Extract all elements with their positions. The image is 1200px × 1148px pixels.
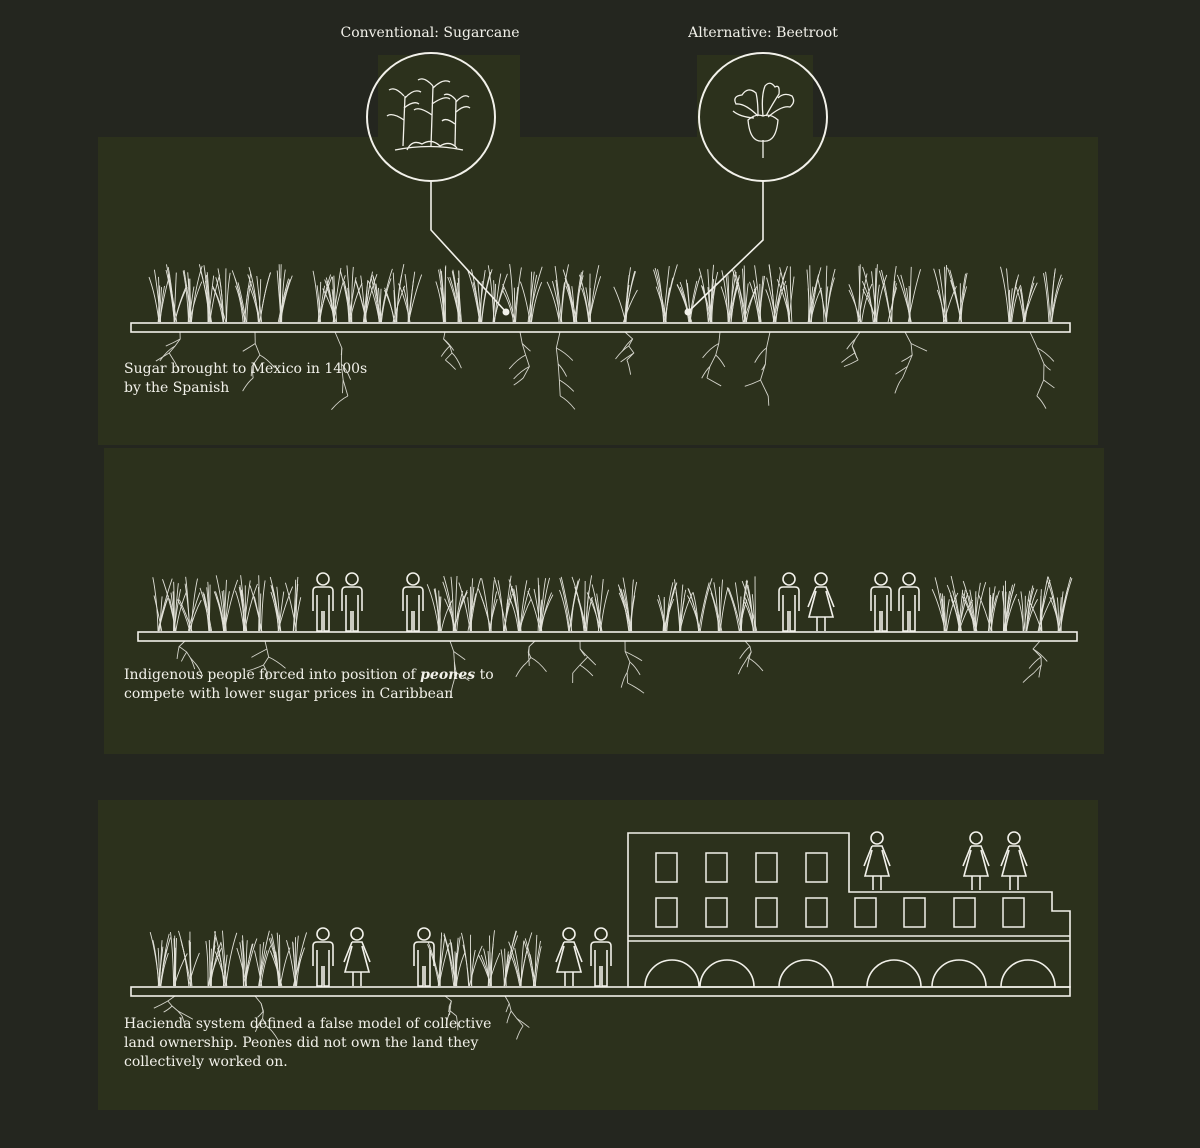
worker-man-icon xyxy=(871,573,891,631)
crop-root xyxy=(556,332,575,409)
crop-plant xyxy=(742,576,757,631)
ground-line-2 xyxy=(138,632,1077,641)
crop-plant xyxy=(494,576,512,631)
crop-root xyxy=(1030,332,1054,409)
worker-woman-icon xyxy=(808,573,834,631)
crop-plant xyxy=(1002,581,1016,631)
worker-man-icon xyxy=(899,573,919,631)
hacienda-window xyxy=(806,853,827,882)
worker-man-icon xyxy=(403,573,423,631)
worker-man-icon xyxy=(414,928,434,986)
crop-root xyxy=(616,332,634,375)
header-conventional: Conventional: Sugarcane xyxy=(340,25,520,41)
crop-plant xyxy=(879,266,896,322)
sugarcane-pointer-dot xyxy=(503,309,509,315)
crop-plant xyxy=(340,265,362,322)
crop-plant xyxy=(436,265,446,322)
caption-panel-3-line-2: land ownership. Peones did not own the land they xyxy=(124,1035,479,1051)
hacienda-window xyxy=(756,853,777,882)
crop-plant xyxy=(677,276,700,322)
crop-plant xyxy=(699,265,718,322)
hacienda-arches xyxy=(645,960,1055,987)
hacienda-window xyxy=(954,898,975,927)
crop-plant xyxy=(618,578,636,631)
caption-panel-1-line-2: by the Spanish xyxy=(124,380,230,396)
crop-plant xyxy=(807,265,821,322)
crop-plant xyxy=(520,267,542,322)
crop-plant xyxy=(199,264,219,322)
caption-panel-2-line-1 xyxy=(124,666,494,685)
worker-woman-icon xyxy=(344,928,370,986)
worker-man-icon xyxy=(313,573,333,631)
crop-plant xyxy=(250,575,265,631)
crop-root xyxy=(895,332,927,393)
crop-plant xyxy=(934,265,957,322)
crop-root xyxy=(573,641,596,683)
crop-root xyxy=(702,332,725,386)
crop-plant xyxy=(948,268,968,322)
crop-plant xyxy=(849,264,872,322)
crop-root xyxy=(441,332,461,370)
crop-plant xyxy=(687,578,712,631)
beetroot-callout-circle xyxy=(699,53,827,181)
crop-plant xyxy=(237,935,257,986)
crop-plant xyxy=(501,931,518,986)
worker-man-icon xyxy=(591,928,611,986)
crop-root xyxy=(738,641,763,674)
hacienda-window xyxy=(904,898,925,927)
hacienda-arch xyxy=(779,960,833,987)
hacienda-window xyxy=(1003,898,1024,927)
crop-root xyxy=(516,641,547,677)
crop-plant xyxy=(444,933,465,986)
crop-plant xyxy=(277,264,292,322)
crop-plant xyxy=(524,935,541,986)
crop-plant xyxy=(461,933,482,986)
caption-panel-3-line-1: Hacienda system defined a false model of collective xyxy=(124,1016,492,1032)
crop-plant xyxy=(479,930,500,986)
crop-plant xyxy=(528,578,553,631)
crop-plant xyxy=(1018,585,1037,631)
hacienda-window xyxy=(806,898,827,927)
crop-plant xyxy=(368,269,392,322)
hacienda-arch xyxy=(867,960,921,987)
crop-plant xyxy=(214,575,237,631)
crop-plant xyxy=(248,267,271,322)
crop-plant xyxy=(214,931,236,986)
worker-man-icon xyxy=(313,928,333,986)
crop-plant xyxy=(427,584,453,631)
crop-plant xyxy=(572,575,592,631)
crop-plant xyxy=(818,266,835,322)
worker-woman-icon xyxy=(1001,832,1027,890)
crop-plant xyxy=(150,932,170,986)
crop-plant xyxy=(674,579,692,631)
caption-panel-2-line-1-start: Indigenous people forced into position of xyxy=(124,667,421,683)
crop-plant xyxy=(1016,276,1037,322)
crop-plant xyxy=(235,575,257,631)
hacienda-arch xyxy=(700,960,754,987)
crop-plant xyxy=(658,582,677,631)
crop-plant xyxy=(862,264,886,322)
crop-plant xyxy=(897,267,920,322)
caption-panel-2-line-1-end: to xyxy=(475,667,494,683)
worker-woman-icon xyxy=(963,832,989,890)
crop-plant xyxy=(509,933,532,986)
ground-line-1 xyxy=(131,323,1070,332)
crop-plant xyxy=(1043,268,1062,322)
worker-woman-icon xyxy=(556,928,582,986)
crop-plant xyxy=(547,264,568,322)
crop-plant xyxy=(200,582,212,631)
crop-plant xyxy=(710,580,728,631)
crop-plant xyxy=(232,270,251,322)
caption-panel-2-line-2: compete with lower sugar prices in Caribbean xyxy=(124,686,454,702)
crop-plant xyxy=(1047,577,1072,631)
caption-panel-2 xyxy=(124,666,494,704)
worker-man-icon xyxy=(779,573,799,631)
hacienda-window xyxy=(656,898,677,927)
crop-plant xyxy=(149,270,170,322)
crop-plant xyxy=(478,578,497,631)
sugarcane-callout-circle xyxy=(367,53,495,181)
crop-plant xyxy=(443,576,468,631)
hacienda-windows xyxy=(656,853,1024,927)
worker-woman-icon xyxy=(864,832,890,890)
crop-root xyxy=(509,332,530,385)
crop-root xyxy=(505,996,529,1039)
crop-plant xyxy=(398,272,421,322)
crop-plant xyxy=(213,268,231,322)
hacienda-window xyxy=(656,853,677,882)
crop-plant xyxy=(962,581,986,631)
caption-panel-1 xyxy=(124,360,367,398)
crop-plant xyxy=(448,270,462,322)
crop-root xyxy=(621,641,644,693)
crop-plant xyxy=(313,271,332,322)
hacienda-arch xyxy=(932,960,986,987)
crop-plant xyxy=(467,269,492,322)
hacienda-window xyxy=(855,898,876,927)
crop-root xyxy=(745,332,770,406)
hacienda-arch xyxy=(645,960,699,987)
crop-plant xyxy=(559,577,579,631)
caption-panel-1-line-1: Sugar brought to Mexico in 1400s xyxy=(124,361,368,377)
caption-panel-2-emphasis: peones xyxy=(420,667,476,683)
worker-man-icon xyxy=(342,573,362,631)
crop-plant xyxy=(947,576,973,631)
crop-plant xyxy=(1000,267,1020,322)
hacienda-window xyxy=(706,853,727,882)
crop-plant xyxy=(178,931,199,986)
hacienda-window xyxy=(756,898,777,927)
beetroot-icon xyxy=(733,83,794,158)
crop-plant xyxy=(766,264,788,322)
hacienda-arch xyxy=(1001,960,1055,987)
crop-plant xyxy=(177,577,201,631)
header-alternative: Alternative: Beetroot xyxy=(688,25,838,41)
crop-plant xyxy=(206,931,222,986)
caption-panel-3 xyxy=(124,1015,491,1072)
crop-plant xyxy=(979,586,1000,631)
crop-plant xyxy=(286,932,306,986)
crop-plant xyxy=(384,264,404,322)
crop-plant xyxy=(270,577,292,631)
crop-plant xyxy=(654,264,678,322)
crop-root xyxy=(841,332,860,367)
crop-root xyxy=(1023,641,1047,683)
caption-panel-3-line-3: collectively worked on. xyxy=(124,1054,288,1070)
ground-line-3 xyxy=(131,987,1070,996)
crop-plant xyxy=(749,265,764,322)
crop-plant xyxy=(183,266,202,322)
crop-plant xyxy=(614,267,638,322)
hacienda-window xyxy=(706,898,727,927)
crop-plant xyxy=(153,577,172,631)
crop-plant xyxy=(162,579,186,631)
sugarcane-icon xyxy=(387,79,470,150)
crop-plant xyxy=(285,577,300,631)
